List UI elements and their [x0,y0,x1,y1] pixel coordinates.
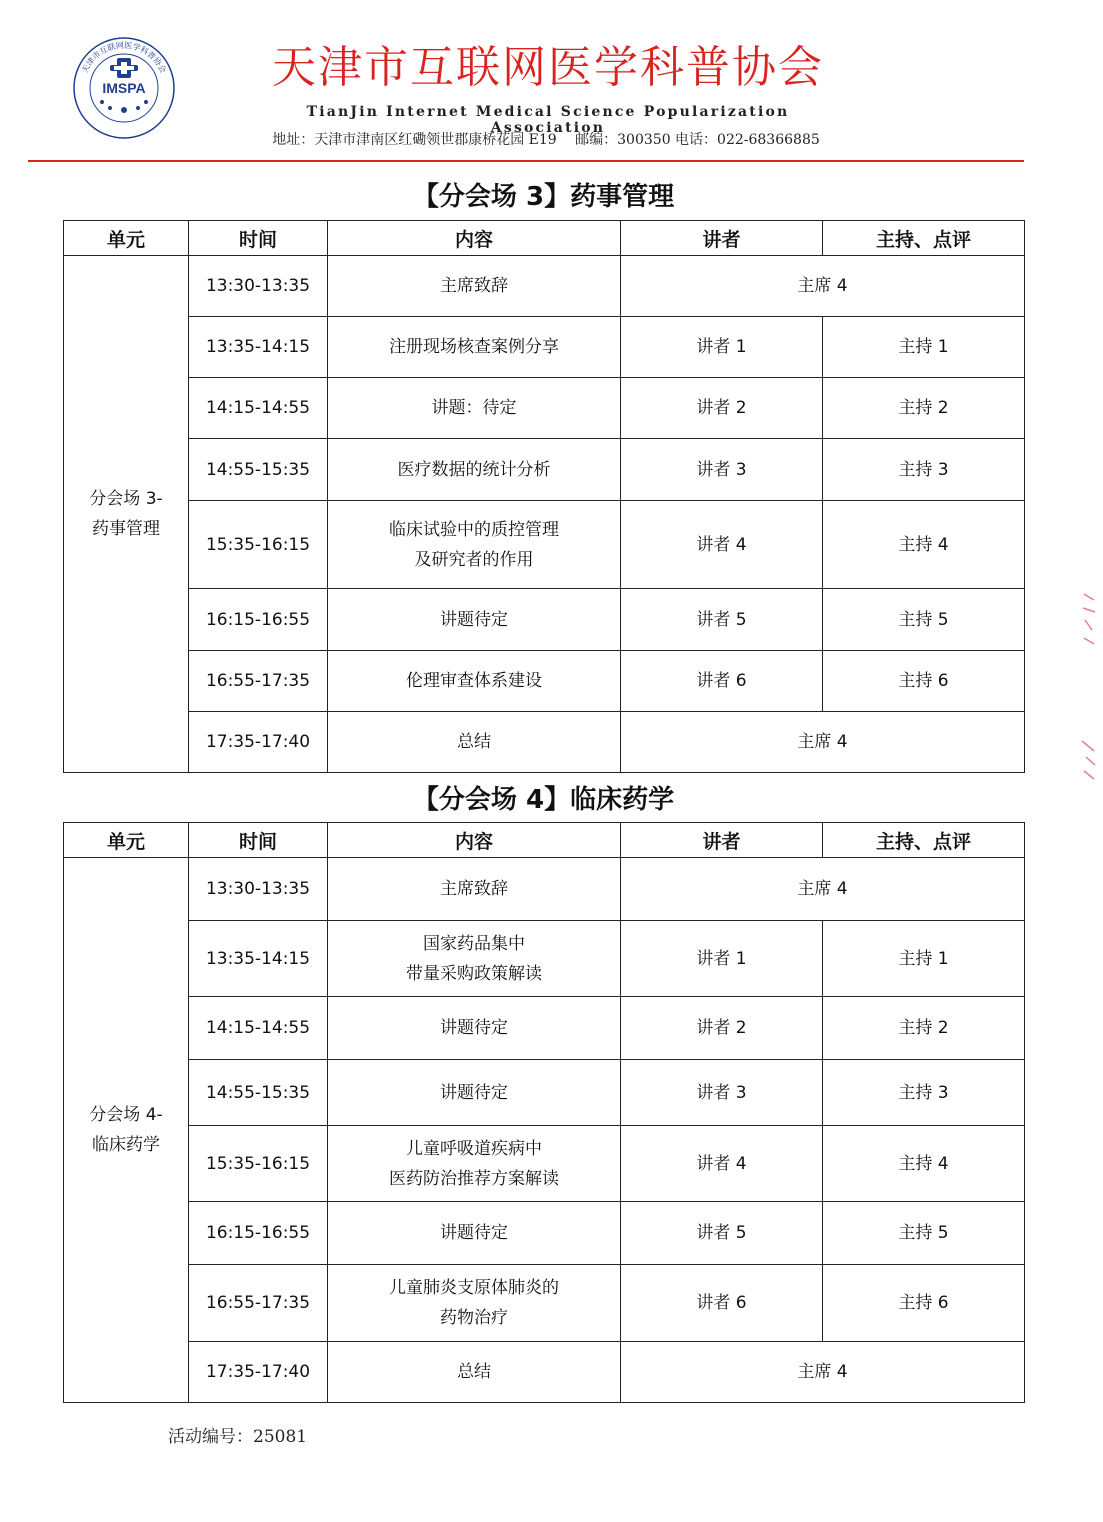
chair-cell: 主席 4 [621,1342,1025,1403]
content-cell: 伦理审查体系建设 [328,651,621,712]
time-cell: 14:15-14:55 [189,997,328,1060]
table-row [64,651,1025,712]
organization-address: 地址：天津市津南区红磡领世郡康桥花园 E19 邮编：300350 电话：022-68366885 [272,132,820,148]
host-cell: 主持 4 [823,501,1025,589]
column-header-unit: 单元 [64,823,189,858]
table-row [64,1060,1025,1126]
table-row [64,921,1025,997]
table-row [64,1126,1025,1202]
table-row [64,439,1025,501]
time-cell: 13:30-13:35 [189,858,328,921]
column-header-host: 主持、点评 [823,823,1025,858]
speaker-cell: 讲者 3 [621,439,823,501]
chair-cell: 主席 4 [621,858,1025,921]
host-cell: 主持 5 [823,589,1025,651]
speaker-cell: 讲者 4 [621,1126,823,1202]
speaker-cell: 讲者 5 [621,589,823,651]
time-cell: 13:30-13:35 [189,256,328,317]
organization-english-name: TianJin Internet Medical Science Popularization Association [306,104,790,136]
table-row [64,589,1025,651]
table-row [64,997,1025,1060]
host-cell: 主持 1 [823,921,1025,997]
content-cell: 国家药品集中 带量采购政策解读 [328,921,621,997]
activity-id: 活动编号：25081 [168,1427,308,1447]
time-cell: 17:35-17:40 [189,1342,328,1403]
host-cell: 主持 2 [823,378,1025,439]
host-cell: 主持 1 [823,317,1025,378]
speaker-cell: 讲者 2 [621,378,823,439]
column-header-speaker: 讲者 [621,823,823,858]
speaker-cell: 讲者 1 [621,921,823,997]
column-header-speaker: 讲者 [621,221,823,256]
time-cell: 13:35-14:15 [189,317,328,378]
seal-fragment-icon [1080,735,1098,785]
column-header-time: 时间 [189,221,328,256]
host-cell: 主持 2 [823,997,1025,1060]
content-cell: 儿童肺炎支原体肺炎的 药物治疗 [328,1265,621,1342]
time-cell: 14:15-14:55 [189,378,328,439]
speaker-cell: 讲者 3 [621,1060,823,1126]
speaker-cell: 讲者 4 [621,501,823,589]
speaker-cell: 讲者 1 [621,317,823,378]
time-cell: 15:35-16:15 [189,501,328,589]
logo-ring-text: 天津市互联网医学科普协会 [80,40,168,75]
host-cell: 主持 5 [823,1202,1025,1265]
host-cell: 主持 3 [823,1060,1025,1126]
content-cell: 医疗数据的统计分析 [328,439,621,501]
time-cell: 16:15-16:55 [189,589,328,651]
table-row [64,1202,1025,1265]
logo-text: IMSPA [102,80,146,96]
time-cell: 13:35-14:15 [189,921,328,997]
session-3-table [63,220,1025,773]
column-header-content: 内容 [328,823,621,858]
content-cell: 主席致辞 [328,858,621,921]
speaker-cell: 讲者 6 [621,1265,823,1342]
letterhead [0,0,1103,170]
time-cell: 16:55-17:35 [189,651,328,712]
content-cell: 讲题待定 [328,1060,621,1126]
unit-cell: 分会场 3- 药事管理 [64,256,189,773]
chair-cell: 主席 4 [621,712,1025,773]
column-header-unit: 单元 [64,221,189,256]
content-cell: 讲题：待定 [328,378,621,439]
time-cell: 14:55-15:35 [189,1060,328,1126]
session-4-title: 【分会场 4】临床药学 [412,785,675,815]
time-cell: 17:35-17:40 [189,712,328,773]
time-cell: 16:15-16:55 [189,1202,328,1265]
table-row [64,1265,1025,1342]
content-cell: 讲题待定 [328,1202,621,1265]
table-row [64,256,1025,317]
content-cell: 注册现场核查案例分享 [328,317,621,378]
table-row [64,712,1025,773]
organization-title: 天津市互联网医学科普协会 [272,42,824,93]
header-divider [28,160,1024,162]
content-cell: 临床试验中的质控管理 及研究者的作用 [328,501,621,589]
unit-cell: 分会场 4- 临床药学 [64,858,189,1403]
content-cell: 讲题待定 [328,997,621,1060]
imspa-logo-icon [72,36,176,140]
session-4-table [63,822,1025,1403]
seal-fragment-icon [1080,590,1098,650]
host-cell: 主持 6 [823,1265,1025,1342]
content-cell: 总结 [328,712,621,773]
session-3-title: 【分会场 3】药事管理 [412,182,675,212]
speaker-cell: 讲者 5 [621,1202,823,1265]
speaker-cell: 讲者 2 [621,997,823,1060]
table-row [64,1342,1025,1403]
table-row [64,501,1025,589]
content-cell: 主席致辞 [328,256,621,317]
column-header-content: 内容 [328,221,621,256]
column-header-time: 时间 [189,823,328,858]
chair-cell: 主席 4 [621,256,1025,317]
host-cell: 主持 3 [823,439,1025,501]
host-cell: 主持 6 [823,651,1025,712]
table-row [64,858,1025,921]
content-cell: 儿童呼吸道疾病中 医药防治推荐方案解读 [328,1126,621,1202]
content-cell: 总结 [328,1342,621,1403]
host-cell: 主持 4 [823,1126,1025,1202]
time-cell: 16:55-17:35 [189,1265,328,1342]
speaker-cell: 讲者 6 [621,651,823,712]
table-row [64,378,1025,439]
table-row [64,317,1025,378]
time-cell: 15:35-16:15 [189,1126,328,1202]
column-header-host: 主持、点评 [823,221,1025,256]
content-cell: 讲题待定 [328,589,621,651]
time-cell: 14:55-15:35 [189,439,328,501]
